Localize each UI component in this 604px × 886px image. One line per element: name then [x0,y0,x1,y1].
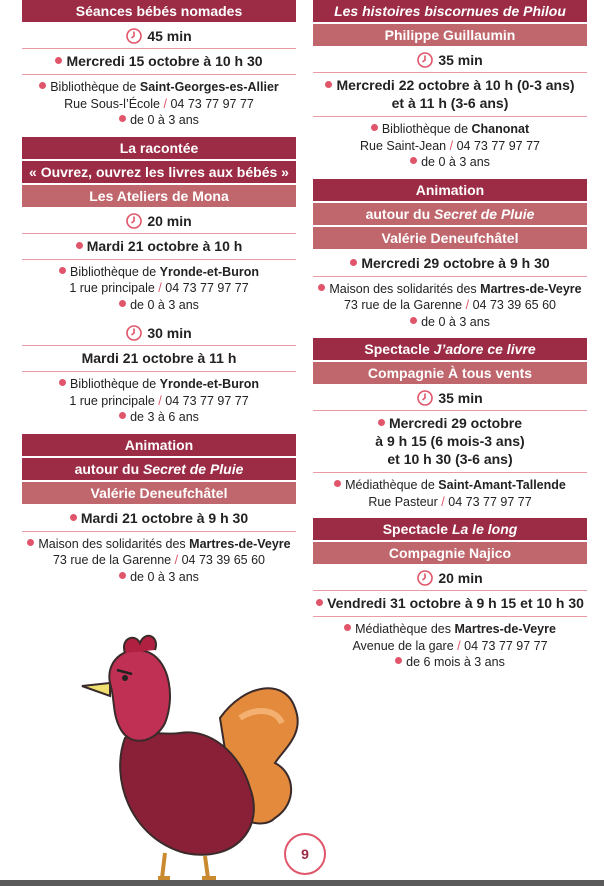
bullet-icon [410,317,417,324]
bullet-icon [119,412,126,419]
company-name: Les Ateliers de Mona [22,185,296,207]
title-italic: J’adore ce livre [433,341,536,357]
duration: 30 min [147,325,192,341]
bullet-icon [410,157,417,164]
bullet-icon [318,284,325,291]
duration: 45 min [147,28,192,44]
bullet-icon [378,419,385,426]
bullet-icon [70,514,77,521]
phone: 04 73 77 97 77 [448,494,532,509]
duration-row [313,48,587,73]
bottom-bar [0,880,604,886]
age-range: de 0 à 3 ans [130,569,199,584]
duration: 20 min [438,570,483,586]
company-name: Valérie Deneufchâtel [22,482,296,504]
address: Avenue de la gare [352,638,454,653]
address: 1 rue principale [69,393,155,408]
age-range: de 6 mois à 3 ans [406,655,505,669]
venue-name: Saint-Amant-Tallende [438,478,566,492]
venue-prefix: Bibliothèque de [70,264,160,279]
date-row [313,411,587,473]
section-title [313,0,587,22]
subtitle-italic: Secret de Pluie [143,460,244,477]
clock-icon [126,213,142,229]
phone: 04 73 77 97 77 [165,393,249,408]
date-line: à 9 h 15 (6 mois-3 ans) [375,433,525,449]
date: Mardi 21 octobre à 11 h [81,350,237,366]
date-row [22,49,296,75]
bullet-icon [350,259,357,266]
bullet-icon [325,81,332,88]
venue-info [313,617,587,679]
title-italic: La le long [451,521,518,537]
rooster-illustration [70,628,310,880]
venue-name: Yronde-et-Buron [159,264,259,279]
venue-info [22,75,296,137]
venue-info [313,117,587,179]
date: Vendredi 31 octobre à 9 h 15 et 10 h 30 [327,595,584,611]
bullet-icon [39,82,46,89]
duration: 35 min [438,390,483,406]
venue-name: Yronde-et-Buron [159,377,259,391]
age-range: de 0 à 3 ans [130,297,199,312]
clock-icon [417,570,433,586]
phone: 04 73 39 65 60 [472,298,556,312]
duration: 35 min [438,52,483,68]
date-line: Mercredi 29 octobre [388,415,523,431]
address: 73 rue de la Garenne [343,298,463,312]
bullet-icon [27,539,34,546]
age-range: de 0 à 3 ans [421,155,490,169]
venue-info [313,473,587,518]
separator: / [441,494,445,509]
venue-info [313,277,587,339]
clock-icon [126,28,142,44]
bullet-icon [55,57,62,64]
address: Rue Pasteur [368,494,438,509]
separator: / [163,96,167,111]
separator: / [158,281,162,295]
venue-name: Martres-de-Veyre [189,536,291,551]
page-number: 9 [284,833,326,875]
bullet-icon [334,480,341,487]
venue-prefix: Bibliothèque de [70,377,160,391]
bullet-icon [59,267,66,274]
company-name: Compagnie Najico [313,542,587,564]
section-title [313,338,587,360]
date-row [22,506,296,532]
phone: 04 73 77 97 77 [456,138,541,153]
venue-prefix: Médiathèque des [355,622,455,636]
date-row [313,251,587,277]
separator: / [465,298,470,312]
bullet-icon [119,572,126,579]
title-prefix: Spectacle [382,521,452,537]
address: 1 rue principale [69,281,155,295]
venue-prefix: Médiathèque de [345,478,439,492]
date-row [22,346,296,372]
venue-name: Martres-de-Veyre [480,281,582,296]
date: Mercredi 15 octobre à 10 h 30 [66,53,263,69]
duration-row [313,566,587,591]
bullet-icon [316,599,323,606]
section-subtitle [313,203,587,225]
venue-name: Saint-Georges-es-Allier [139,80,279,94]
company-name: Philippe Guillaumin [313,24,587,46]
phone: 04 73 77 97 77 [165,281,249,295]
bullet-icon [344,624,351,631]
company-name: Valérie Deneufchâtel [313,227,587,249]
date: Mercredi 29 octobre à 9 h 30 [361,254,550,271]
duration-row [22,24,296,49]
clock-icon [417,52,433,68]
separator: / [457,638,461,653]
section-title: Animation [22,434,296,456]
address: 73 rue de la Garenne [52,553,172,567]
venue-prefix: Maison des solidarités des [38,536,190,551]
subtitle-italic: Secret de Pluie [434,205,535,222]
duration-row [22,321,296,346]
section-title: La racontée [22,137,296,159]
date-row [22,234,296,260]
age-range: de 0 à 3 ans [421,314,490,329]
venue-info [22,532,296,594]
bullet-icon [119,115,126,122]
company-name: Compagnie À tous vents [313,362,587,384]
subtitle-prefix: autour du [365,205,435,222]
left-column [22,0,296,593]
age-range: de 0 à 3 ans [130,113,199,127]
venue-prefix: Maison des solidarités des [329,281,481,296]
venue-name: Martres-de-Veyre [454,622,556,636]
duration-row [313,386,587,411]
venue-info [22,260,296,322]
section-title [313,518,587,540]
clock-icon [126,325,142,341]
date: Mardi 21 octobre à 9 h 30 [80,509,249,526]
duration-row [22,209,296,234]
separator: / [449,138,454,153]
duration: 20 min [147,212,192,229]
age-range: de 3 à 6 ans [130,410,199,424]
title-italic: Les histoires biscornues de Philou [334,3,566,19]
right-column [313,0,587,679]
phone: 04 73 39 65 60 [181,553,265,567]
separator: / [158,393,162,408]
venue-info [22,372,296,434]
venue-prefix: Bibliothèque de [381,122,472,136]
clock-icon [417,390,433,406]
section-subtitle: « Ouvrez, ouvrez les livres aux bébés » [22,161,296,183]
date-line: et à 11 h (3-6 ans) [391,95,509,111]
address: Rue Sous-l’École [64,96,160,111]
venue-prefix: Bibliothèque de [50,80,140,94]
bullet-icon [119,300,126,307]
bullet-icon [76,242,83,249]
date-row [313,73,587,117]
bullet-icon [371,124,378,131]
address: Rue Saint-Jean [359,138,447,153]
date-line: et 10 h 30 (3-6 ans) [387,451,513,467]
date-line: Mercredi 22 octobre à 10 h (0-3 ans) [336,77,575,93]
date-row [313,591,587,617]
separator: / [174,553,179,567]
venue-name: Chanonat [471,122,530,136]
date: Mardi 21 octobre à 10 h [86,237,243,254]
title-prefix: Spectacle [364,341,434,357]
phone: 04 73 77 97 77 [170,96,254,111]
bullet-icon [59,379,66,386]
phone: 04 73 77 97 77 [464,638,548,653]
bullet-icon [395,657,402,664]
section-title: Animation [313,179,587,201]
section-title: Séances bébés nomades [22,0,296,22]
subtitle-prefix: autour du [74,460,144,477]
section-subtitle [22,458,296,480]
